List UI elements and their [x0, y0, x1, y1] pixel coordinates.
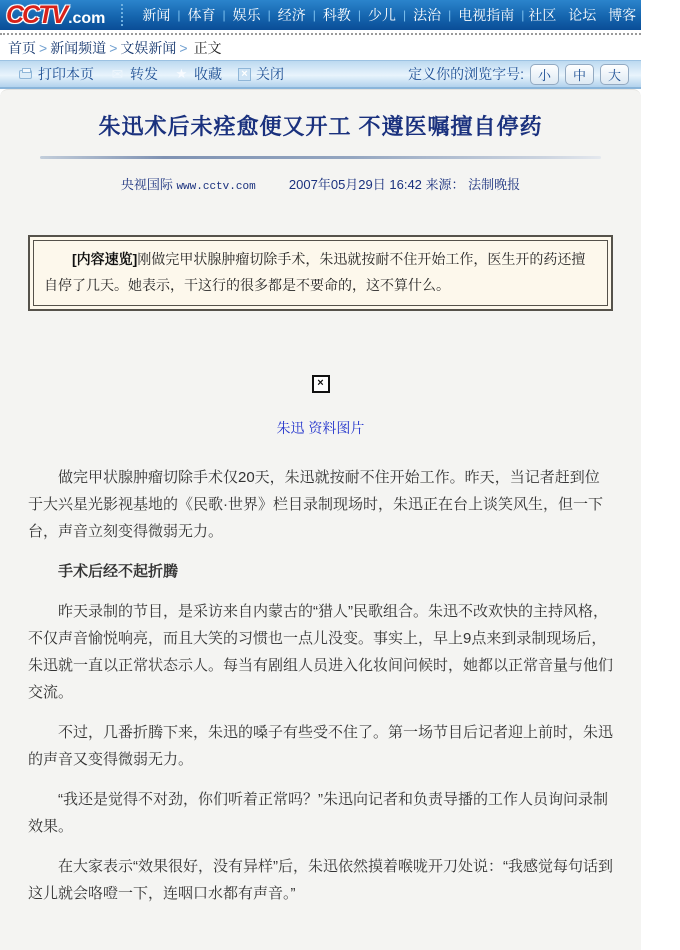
cctv-logo[interactable] — [0, 1, 115, 30]
breadcrumb-news-channel[interactable]: 新闻频道 — [50, 39, 107, 56]
page-title: 朱迅术后未痊愈便又开工 不遵医嘱擅自停药 — [98, 114, 543, 139]
close-icon: × — [238, 68, 251, 81]
paragraph: 在大家表示“效果很好，没有异样”后，朱迅依然摸着喉咙开刀处说：“我感觉每句话到这儿就会咯噔一下，连咽口水都有声音。” — [28, 858, 613, 902]
nav-item-news[interactable]: 新闻 — [142, 7, 171, 23]
article-figure — [28, 373, 613, 393]
image-caption-link[interactable]: 朱迅 资料图片 — [276, 420, 365, 436]
byline-source-name: 央视国际 — [120, 177, 173, 192]
favorite-button[interactable] — [174, 64, 222, 84]
nav-separator: | — [357, 8, 362, 22]
forward-label: 转发 — [130, 66, 158, 82]
close-label: 关闭 — [256, 66, 284, 82]
breadcrumb — [0, 35, 641, 60]
font-size-label: 定义你的浏览字号: — [408, 66, 524, 82]
nav-separator: | — [403, 8, 407, 22]
nav-right-group — [524, 5, 680, 25]
nav-separator: | — [521, 8, 525, 22]
cctv-logo-com: .com — [68, 9, 106, 27]
byline-source-url: www.cctv.com — [176, 181, 256, 193]
nav-separator: | — [448, 8, 452, 22]
envelope-icon: ✉ — [111, 65, 124, 82]
nav-item-law[interactable]: 法治 — [413, 7, 442, 23]
breadcrumb-ent-news[interactable]: 文娱新闻 — [120, 39, 177, 56]
nav-item-blog[interactable]: 博客 — [608, 7, 637, 23]
nav-separator: | — [267, 8, 271, 22]
breadcrumb-separator: > — [179, 39, 188, 56]
paragraph: 昨天录制的节目，是采访来自内蒙古的“猎人”民歌组合。朱迅不改欢快的主持风格，不仅声音愉悦响亮，而且大笑的习惯也一点儿没变。事实上，早上9点来到录制现场后，朱迅就一直以正常状态示人。每当有剧组人员进入化妆间问候时，她都以正常音量与他们交流。 — [28, 603, 614, 701]
nav-item-entertainment[interactable]: 娱乐 — [232, 7, 261, 23]
summary-label: [内容速览] — [72, 251, 138, 267]
article-body — [28, 464, 613, 907]
byline-origin-label: 来源： — [425, 177, 465, 192]
print-page-button[interactable] — [18, 64, 94, 84]
breadcrumb-separator: > — [39, 39, 48, 56]
main-nav — [121, 4, 680, 26]
breadcrumb-home[interactable]: 首页 — [8, 39, 36, 56]
forward-button[interactable] — [110, 64, 158, 84]
paragraph: 不过，几番折腾下来，朱迅的嗓子有些受不住了。第一场节目后记者迎上前时，朱迅的声音又变得微弱无力。 — [28, 724, 614, 768]
image-caption — [28, 418, 613, 438]
article-byline — [28, 174, 613, 193]
cctv-logo-text: CCTV — [6, 0, 67, 29]
byline-datetime: 2007年05月29日 16:42 — [288, 177, 422, 192]
nav-item-children[interactable]: 少儿 — [368, 7, 397, 23]
nav-item-forum[interactable]: 论坛 — [568, 7, 597, 23]
breadcrumb-current-page: 正文 — [193, 39, 222, 56]
paragraph: 做完甲状腺肿瘤切除手术仅20天，朱迅就按耐不住开始工作。昨天，当记者赶到位于大兴星光影视基地的《民歌·世界》栏目录制现场时，朱迅正在台上谈笑风生，但一下台，声音立刻变得微弱无力。 — [28, 469, 603, 540]
content-summary-text — [33, 240, 608, 306]
nav-item-sports[interactable]: 体育 — [187, 7, 216, 23]
breadcrumb-separator: > — [109, 39, 118, 56]
font-size-large-button[interactable]: 大 — [600, 64, 629, 85]
nav-item-economy[interactable]: 经济 — [277, 7, 306, 23]
close-button[interactable] — [238, 64, 284, 84]
summary-body: 刚做完甲状腺肿瘤切除手术，朱迅就按耐不住开始工作，医生开的药还擅自停了几天。她表示，干这行的很多都是不要命的，这不算什么。 — [44, 251, 586, 293]
toolbar-actions — [18, 64, 284, 84]
section-subheading: 手术后经不起折腾 — [58, 563, 179, 580]
nav-separator: | — [312, 8, 316, 22]
byline-origin-link[interactable]: 法制晚报 — [468, 177, 521, 192]
paragraph: “我还是觉得不对劲，你们听着正常吗？”朱迅向记者和负责导播的工作人员询问录制效果。 — [28, 791, 608, 835]
print-page-label: 打印本页 — [38, 66, 94, 82]
article-toolbar — [0, 60, 641, 89]
content-summary-box — [28, 235, 613, 311]
font-size-medium-button[interactable]: 中 — [565, 64, 594, 85]
nav-item-community[interactable]: 社区 — [528, 7, 557, 23]
font-size-control — [408, 64, 629, 85]
nav-item-podcast[interactable]: 播客 — [648, 7, 677, 23]
printer-icon — [18, 68, 33, 81]
broken-image-icon: × — [312, 375, 330, 393]
nav-item-tv-guide[interactable]: 电视指南 — [458, 7, 515, 23]
title-divider — [40, 156, 601, 159]
favorite-label: 收藏 — [194, 66, 222, 82]
nav-item-science-education[interactable]: 科教 — [322, 7, 351, 23]
nav-separator: | — [222, 8, 226, 22]
nav-separator: | — [177, 8, 181, 22]
star-icon: ★ — [175, 66, 188, 81]
font-size-small-button[interactable]: 小 — [530, 64, 559, 85]
site-header — [0, 0, 677, 30]
article-content-panel — [0, 89, 641, 950]
